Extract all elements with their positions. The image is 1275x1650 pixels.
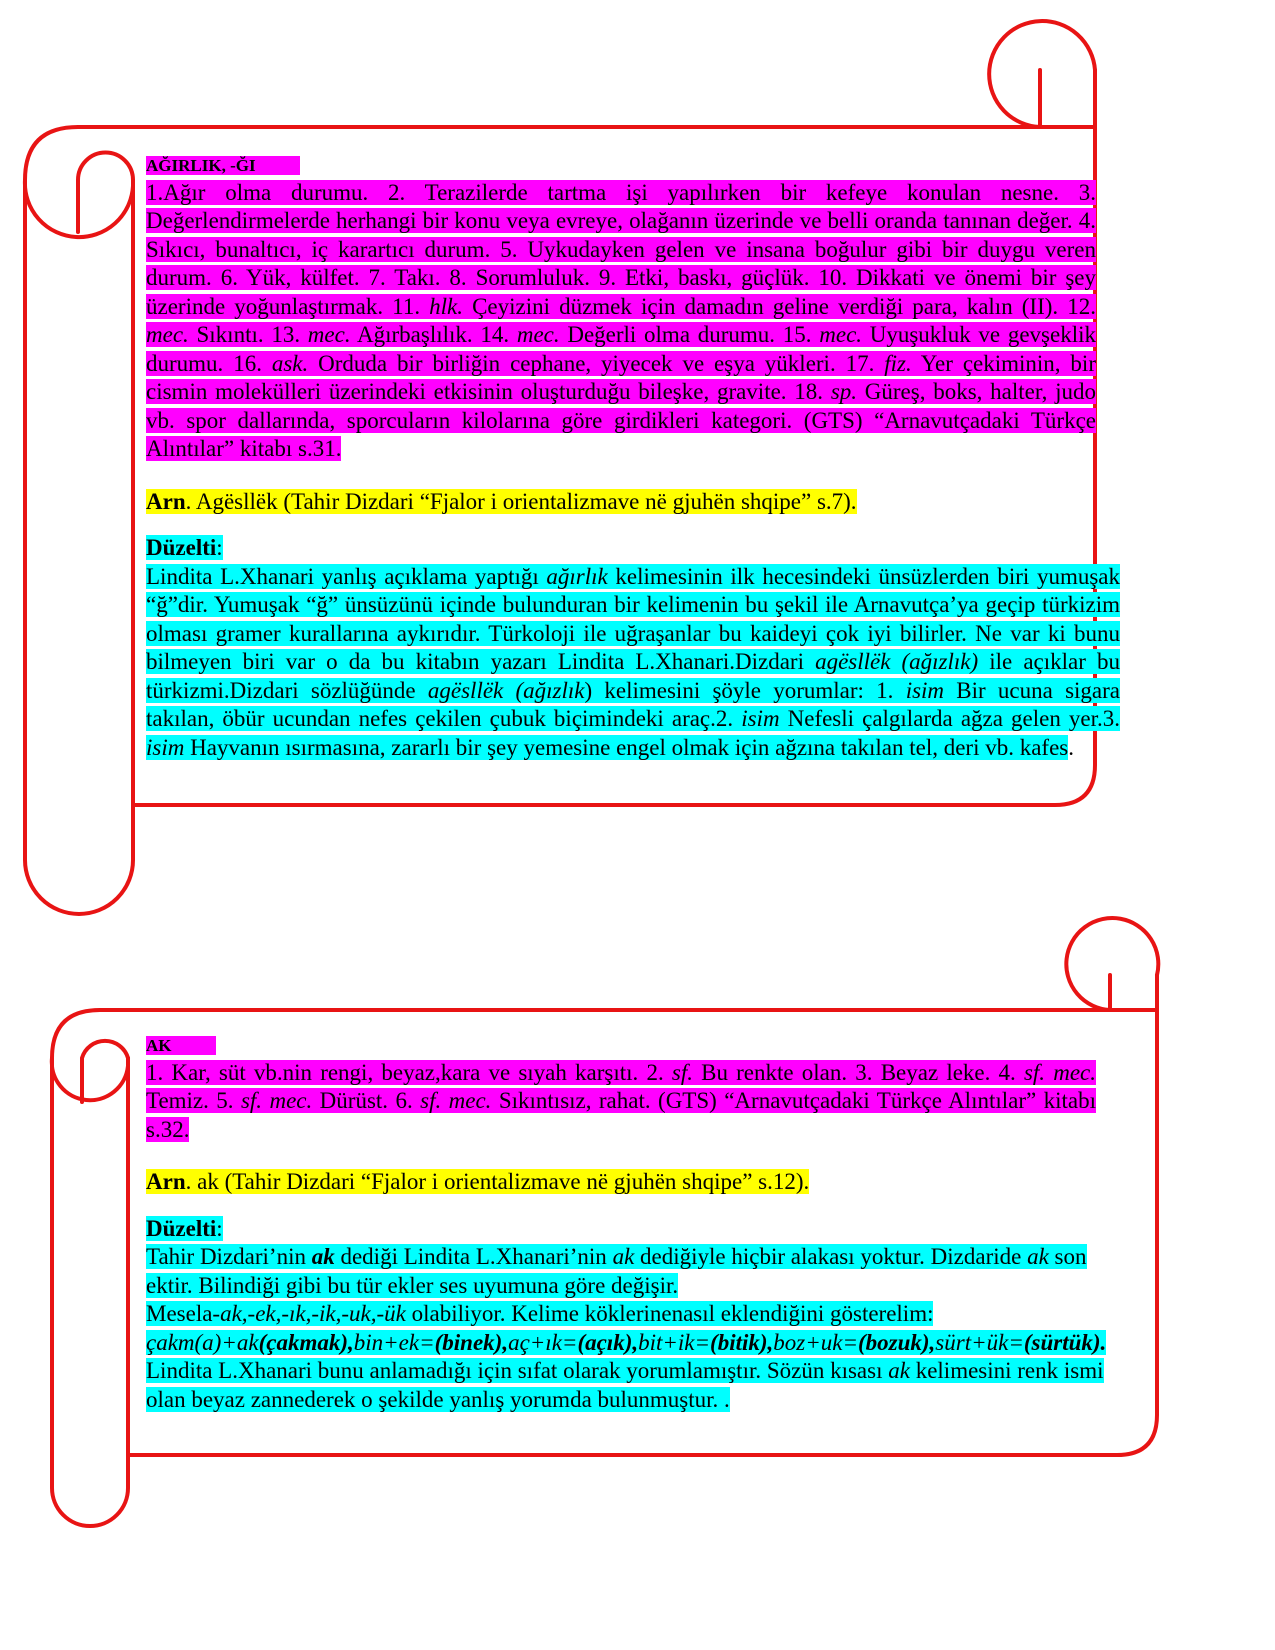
definition: 1. Kar, süt vb.nin rengi, beyaz,kara ve sıyah karşıtı. 2. sf. Bu renkte olan. 3. Beyaz leke. 4. sf. mec. Temiz. 5. sf. mec. Dürüst. 6. sf. mec. Sıkıntısız, rahat. (GTS) “Arnavutçadaki Türkçe Alıntılar” kitabı s.32. (146, 1059, 1097, 1142)
correction-heading: Düzelti: (146, 1215, 223, 1241)
albanian-label: Arn (146, 1169, 186, 1194)
albanian-equivalent: Arn. ak (Tahir Dizdari “Fjalor i orientalizmave në gjuhën shqipe” s.12). (146, 1169, 810, 1194)
albanian-equivalent: Arn. Agësllëk (Tahir Dizdari “Fjalor i orientalizmave në gjuhën shqipe” s.7). (146, 488, 857, 514)
headword: AK (146, 1036, 216, 1055)
entry-agirlik (146, 150, 1120, 762)
definition: 1.Ağır olma durumu. 2. Terazilerde tartma işi yapılırken bir kefeye konulan nesne. 3. Değerlendirmelerde herhangi bir konu veya evreye, olağanın üzerinde ve belli oranda tanınan değer. 4. Sıkıcı, bunaltıcı, iç karartıcı durum. 5. Uykudayken gelen ve insana boğulur gibi bir duygu veren durum. 6. Yük, külfet. 7. Takı. 8. Sorumluluk. 9. Etki, baskı, güçlük. 10. Dikkati ve önemi bir şey üzerinde yoğunlaştırmak. 11. hlk. Çeyizini düzmek için damadın geline verdiği para, kalın (II). 12. mec. Sıkıntı. 13. mec. Ağırbaşlılık. 14. mec. Değerli olma durumu. 15. mec. Uyuşukluk ve gevşeklik durumu. 16. ask. Orduda bir birliğin cephane, yiyecek ve eşya yükleri. 17. fiz. Yer çekiminin, bir cismin molekülleri üzerindeki etkisinin oluşturduğu bileşke, gravite. 18. sp. Güreş, boks, halter, judo vb. spor dallarında, sporcuların kilolarına göre girdikleri kategori. (GTS) “Arnavutçadaki Türkçe Alıntılar” kitabı s.31. (146, 179, 1096, 461)
albanian-label: Arn (146, 488, 186, 514)
entry-ak (146, 1030, 1107, 1414)
headword: AĞIRLIK, -ĞI (146, 156, 300, 175)
correction-heading: Düzelti: (146, 535, 223, 560)
correction-text: Tahir Dizdari’nin ak dediği Lindita L.Xhanari’nin ak dediğiyle hiçbir alakası yoktur. Dizdaride ak son ektir. Bilindiği gibi bu tür ekler ses uyumuna göre değişir. Mesela-ak,-ek,-ık,-ik,-uk,-ük olabiliyor. Kelime köklerinenasıl eklendiğini gösterelim: çakm(a)+ak(çakmak),bin+ek=(binek),aç+ık=(açık),bit+ik=(bitik),boz+uk=(bozuk),sürt+ük=(sürtük). Lindita L.Xhanari bunu anlamadığı için sıfat olarak yorumlamıştır. Sözün kısası ak kelimesini renk ismi olan beyaz zannederek o şekilde yanlış yorumda bulunmuştur. . (146, 1244, 1107, 1412)
correction-text: Lindita L.Xhanari yanlış açıklama yaptığı ağırlık kelimesinin ilk hecesindeki ünsüzlerden biri yumuşak “ğ”dir. Yumuşak “ğ” ünsüzünü içinde bulunduran bir kelimenin bu şekil ile Arnavutça’ya geçip türkizim olması gramer kurallarına aykırıdır. Türkoloji ile uğraşanlar bu kaideyi çok iyi bilirler. Ne var ki bunu bilmeyen biri var o da bu kitabın yazarı Lindita L.Xhanari.Dizdari agësllëk (ağızlık) ile açıklar bu türkizmi.Dizdari sözlüğünde agësllëk (ağızlık) kelimesini şöyle yorumlar: 1. isim Bir ucuna sigara takılan, öbür ucundan nefes çekilen çubuk biçimindeki araç.2. isim Nefesli çalgılarda ağza gelen yer.3. isim Hayvanın ısırmasına, zararlı bir şey yemesine engel olmak için ağzına takılan tel, deri vb. kafes. (146, 563, 1120, 760)
